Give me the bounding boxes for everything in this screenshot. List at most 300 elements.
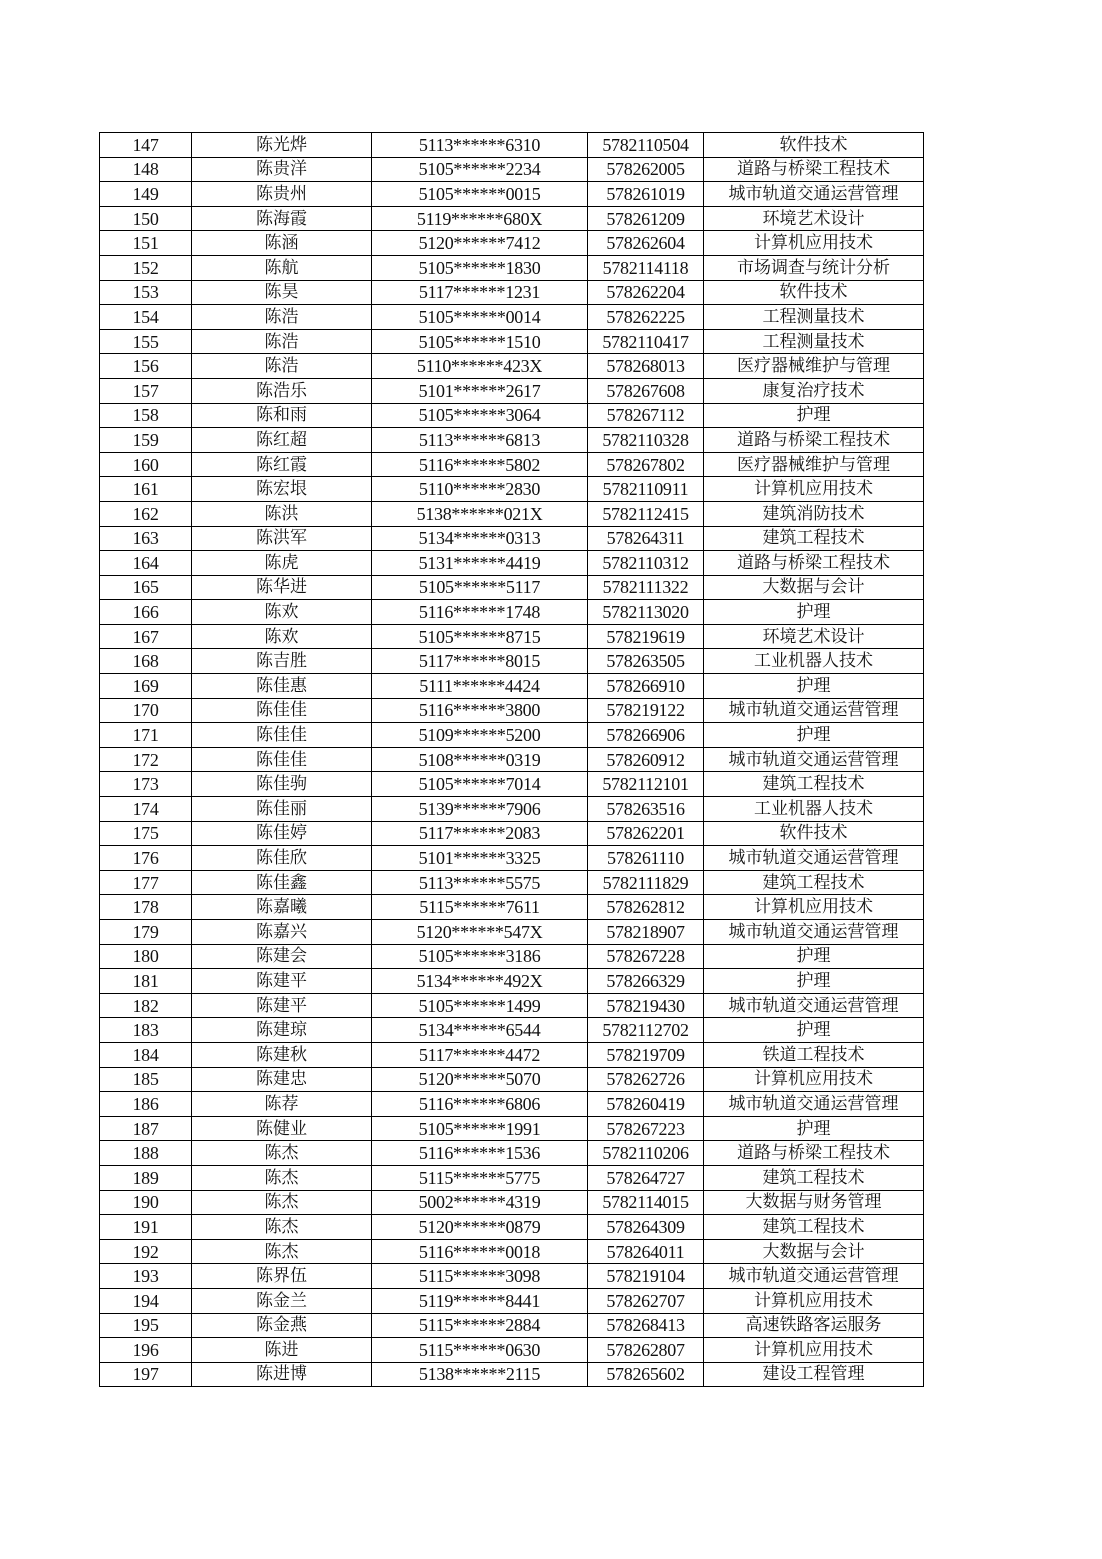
cell-major: 计算机应用技术 [704, 477, 924, 502]
cell-id-number: 5115******0630 [372, 1338, 588, 1363]
cell-serial-number: 192 [100, 1239, 192, 1264]
cell-id-number: 5113******6310 [372, 133, 588, 158]
cell-name: 陈佳婷 [192, 821, 372, 846]
table-row [100, 501, 924, 526]
cell-id-number: 5116******6806 [372, 1092, 588, 1117]
cell-id-number: 5110******423X [372, 354, 588, 379]
table-row [100, 870, 924, 895]
cell-exam-number: 578219430 [588, 993, 704, 1018]
cell-exam-number: 578264309 [588, 1215, 704, 1240]
table-row [100, 231, 924, 256]
table-row [100, 378, 924, 403]
cell-exam-number: 578262812 [588, 895, 704, 920]
cell-id-number: 5138******2115 [372, 1362, 588, 1387]
cell-major: 工业机器人技术 [704, 797, 924, 822]
cell-id-number: 5105******1510 [372, 329, 588, 354]
table-body [100, 133, 924, 1387]
cell-id-number: 5117******4472 [372, 1042, 588, 1067]
cell-serial-number: 170 [100, 698, 192, 723]
cell-serial-number: 193 [100, 1264, 192, 1289]
table-row [100, 649, 924, 674]
cell-id-number: 5105******0014 [372, 305, 588, 330]
table-row [100, 575, 924, 600]
cell-name: 陈佳欣 [192, 846, 372, 871]
cell-major: 道路与桥梁工程技术 [704, 157, 924, 182]
cell-id-number: 5115******7611 [372, 895, 588, 920]
cell-major: 环境艺术设计 [704, 624, 924, 649]
cell-name: 陈欢 [192, 624, 372, 649]
cell-name: 陈洪 [192, 501, 372, 526]
cell-exam-number: 578219709 [588, 1042, 704, 1067]
table-row [100, 329, 924, 354]
cell-exam-number: 578260912 [588, 747, 704, 772]
table-row [100, 1313, 924, 1338]
cell-id-number: 5120******5070 [372, 1067, 588, 1092]
cell-major: 医疗器械维护与管理 [704, 354, 924, 379]
cell-serial-number: 161 [100, 477, 192, 502]
cell-major: 城市轨道交通运营管理 [704, 1264, 924, 1289]
cell-serial-number: 172 [100, 747, 192, 772]
table-row [100, 477, 924, 502]
table-row [100, 551, 924, 576]
cell-serial-number: 169 [100, 674, 192, 699]
cell-serial-number: 153 [100, 280, 192, 305]
cell-id-number: 5134******0313 [372, 526, 588, 551]
cell-exam-number: 5782112101 [588, 772, 704, 797]
cell-id-number: 5101******2617 [372, 378, 588, 403]
cell-name: 陈浩 [192, 305, 372, 330]
student-list-table [99, 132, 924, 1387]
cell-id-number: 5117******8015 [372, 649, 588, 674]
cell-serial-number: 152 [100, 255, 192, 280]
cell-serial-number: 177 [100, 870, 192, 895]
cell-name: 陈建平 [192, 969, 372, 994]
cell-name: 陈金兰 [192, 1288, 372, 1313]
cell-serial-number: 188 [100, 1141, 192, 1166]
cell-serial-number: 149 [100, 182, 192, 207]
cell-name: 陈浩乐 [192, 378, 372, 403]
cell-name: 陈佳鑫 [192, 870, 372, 895]
cell-name: 陈吉胜 [192, 649, 372, 674]
cell-serial-number: 182 [100, 993, 192, 1018]
cell-serial-number: 174 [100, 797, 192, 822]
cell-exam-number: 578266329 [588, 969, 704, 994]
cell-serial-number: 184 [100, 1042, 192, 1067]
cell-name: 陈佳佳 [192, 723, 372, 748]
cell-id-number: 5105******2234 [372, 157, 588, 182]
cell-major: 道路与桥梁工程技术 [704, 1141, 924, 1166]
cell-serial-number: 178 [100, 895, 192, 920]
cell-exam-number: 578264311 [588, 526, 704, 551]
cell-major: 建筑工程技术 [704, 772, 924, 797]
cell-exam-number: 578268413 [588, 1313, 704, 1338]
table-row [100, 1338, 924, 1363]
cell-exam-number: 578262604 [588, 231, 704, 256]
cell-exam-number: 578263505 [588, 649, 704, 674]
cell-serial-number: 195 [100, 1313, 192, 1338]
cell-major: 计算机应用技术 [704, 895, 924, 920]
cell-name: 陈进博 [192, 1362, 372, 1387]
cell-name: 陈欢 [192, 600, 372, 625]
cell-name: 陈红霞 [192, 452, 372, 477]
table-row [100, 526, 924, 551]
cell-major: 建筑工程技术 [704, 1165, 924, 1190]
cell-exam-number: 578268013 [588, 354, 704, 379]
cell-exam-number: 578218907 [588, 920, 704, 945]
table-row [100, 305, 924, 330]
cell-id-number: 5101******3325 [372, 846, 588, 871]
cell-exam-number: 578260419 [588, 1092, 704, 1117]
cell-id-number: 5105******5117 [372, 575, 588, 600]
cell-exam-number: 578262726 [588, 1067, 704, 1092]
cell-serial-number: 196 [100, 1338, 192, 1363]
cell-id-number: 5116******5802 [372, 452, 588, 477]
cell-major: 计算机应用技术 [704, 1288, 924, 1313]
cell-major: 护理 [704, 403, 924, 428]
cell-serial-number: 191 [100, 1215, 192, 1240]
table-row [100, 772, 924, 797]
cell-exam-number: 578263516 [588, 797, 704, 822]
cell-id-number: 5105******3186 [372, 944, 588, 969]
cell-name: 陈进 [192, 1338, 372, 1363]
cell-exam-number: 5782111829 [588, 870, 704, 895]
cell-serial-number: 171 [100, 723, 192, 748]
cell-name: 陈佳驹 [192, 772, 372, 797]
table-row [100, 157, 924, 182]
cell-exam-number: 578219619 [588, 624, 704, 649]
cell-exam-number: 578267112 [588, 403, 704, 428]
cell-serial-number: 183 [100, 1018, 192, 1043]
table-row [100, 846, 924, 871]
cell-name: 陈杰 [192, 1239, 372, 1264]
cell-major: 道路与桥梁工程技术 [704, 551, 924, 576]
table-row [100, 821, 924, 846]
cell-id-number: 5105******1499 [372, 993, 588, 1018]
cell-serial-number: 165 [100, 575, 192, 600]
cell-serial-number: 164 [100, 551, 192, 576]
cell-serial-number: 156 [100, 354, 192, 379]
cell-major: 大数据与会计 [704, 1239, 924, 1264]
cell-name: 陈昊 [192, 280, 372, 305]
cell-exam-number: 5782110328 [588, 428, 704, 453]
cell-name: 陈宏垠 [192, 477, 372, 502]
cell-major: 大数据与财务管理 [704, 1190, 924, 1215]
cell-name: 陈建会 [192, 944, 372, 969]
cell-name: 陈虎 [192, 551, 372, 576]
cell-serial-number: 159 [100, 428, 192, 453]
cell-name: 陈金燕 [192, 1313, 372, 1338]
table-row [100, 993, 924, 1018]
cell-serial-number: 185 [100, 1067, 192, 1092]
cell-major: 高速铁路客运服务 [704, 1313, 924, 1338]
cell-name: 陈健业 [192, 1116, 372, 1141]
cell-serial-number: 151 [100, 231, 192, 256]
cell-major: 大数据与会计 [704, 575, 924, 600]
table-row [100, 674, 924, 699]
cell-exam-number: 578262707 [588, 1288, 704, 1313]
cell-name: 陈杰 [192, 1215, 372, 1240]
cell-id-number: 5120******0879 [372, 1215, 588, 1240]
cell-exam-number: 578262204 [588, 280, 704, 305]
table-row [100, 944, 924, 969]
cell-exam-number: 5782110504 [588, 133, 704, 158]
cell-major: 护理 [704, 944, 924, 969]
cell-serial-number: 179 [100, 920, 192, 945]
cell-major: 城市轨道交通运营管理 [704, 1092, 924, 1117]
cell-name: 陈海霞 [192, 206, 372, 231]
cell-exam-number: 5782110911 [588, 477, 704, 502]
cell-major: 道路与桥梁工程技术 [704, 428, 924, 453]
cell-exam-number: 578267223 [588, 1116, 704, 1141]
cell-major: 工业机器人技术 [704, 649, 924, 674]
cell-serial-number: 163 [100, 526, 192, 551]
cell-id-number: 5111******4424 [372, 674, 588, 699]
cell-id-number: 5002******4319 [372, 1190, 588, 1215]
cell-major: 城市轨道交通运营管理 [704, 993, 924, 1018]
cell-serial-number: 154 [100, 305, 192, 330]
cell-major: 护理 [704, 600, 924, 625]
cell-name: 陈涵 [192, 231, 372, 256]
cell-major: 城市轨道交通运营管理 [704, 747, 924, 772]
cell-name: 陈嘉兴 [192, 920, 372, 945]
cell-exam-number: 578262005 [588, 157, 704, 182]
cell-name: 陈和雨 [192, 403, 372, 428]
table-row [100, 1362, 924, 1387]
cell-name: 陈红超 [192, 428, 372, 453]
cell-exam-number: 578264727 [588, 1165, 704, 1190]
cell-serial-number: 157 [100, 378, 192, 403]
table-row [100, 1018, 924, 1043]
cell-major: 建筑消防技术 [704, 501, 924, 526]
cell-name: 陈航 [192, 255, 372, 280]
cell-serial-number: 176 [100, 846, 192, 871]
table-row [100, 133, 924, 158]
cell-id-number: 5105******1991 [372, 1116, 588, 1141]
cell-serial-number: 158 [100, 403, 192, 428]
cell-serial-number: 180 [100, 944, 192, 969]
cell-serial-number: 150 [100, 206, 192, 231]
table-row [100, 1215, 924, 1240]
table-row [100, 1264, 924, 1289]
cell-major: 医疗器械维护与管理 [704, 452, 924, 477]
cell-exam-number: 578265602 [588, 1362, 704, 1387]
cell-major: 建筑工程技术 [704, 1215, 924, 1240]
cell-name: 陈建秋 [192, 1042, 372, 1067]
cell-id-number: 5120******7412 [372, 231, 588, 256]
cell-id-number: 5116******3800 [372, 698, 588, 723]
cell-serial-number: 148 [100, 157, 192, 182]
cell-id-number: 5113******5575 [372, 870, 588, 895]
cell-major: 计算机应用技术 [704, 1338, 924, 1363]
cell-id-number: 5115******2884 [372, 1313, 588, 1338]
cell-major: 计算机应用技术 [704, 1067, 924, 1092]
cell-major: 软件技术 [704, 280, 924, 305]
cell-exam-number: 578264011 [588, 1239, 704, 1264]
cell-exam-number: 5782110417 [588, 329, 704, 354]
cell-serial-number: 181 [100, 969, 192, 994]
table-row [100, 428, 924, 453]
table-row [100, 624, 924, 649]
cell-exam-number: 5782114118 [588, 255, 704, 280]
cell-id-number: 5134******6544 [372, 1018, 588, 1043]
cell-serial-number: 160 [100, 452, 192, 477]
cell-name: 陈杰 [192, 1190, 372, 1215]
cell-id-number: 5139******7906 [372, 797, 588, 822]
cell-exam-number: 578261019 [588, 182, 704, 207]
table-row [100, 797, 924, 822]
cell-major: 护理 [704, 723, 924, 748]
cell-id-number: 5116******0018 [372, 1239, 588, 1264]
cell-major: 护理 [704, 1116, 924, 1141]
table-row [100, 969, 924, 994]
cell-major: 工程测量技术 [704, 305, 924, 330]
cell-major: 软件技术 [704, 133, 924, 158]
table-row [100, 206, 924, 231]
cell-major: 计算机应用技术 [704, 231, 924, 256]
cell-serial-number: 187 [100, 1116, 192, 1141]
cell-exam-number: 5782113020 [588, 600, 704, 625]
table-row [100, 354, 924, 379]
cell-serial-number: 194 [100, 1288, 192, 1313]
table-row [100, 452, 924, 477]
cell-id-number: 5116******1536 [372, 1141, 588, 1166]
cell-exam-number: 5782110312 [588, 551, 704, 576]
cell-name: 陈浩 [192, 354, 372, 379]
table-row [100, 1042, 924, 1067]
cell-serial-number: 155 [100, 329, 192, 354]
cell-major: 环境艺术设计 [704, 206, 924, 231]
cell-major: 市场调查与统计分析 [704, 255, 924, 280]
cell-serial-number: 190 [100, 1190, 192, 1215]
cell-name: 陈洪军 [192, 526, 372, 551]
cell-major: 铁道工程技术 [704, 1042, 924, 1067]
table-row [100, 255, 924, 280]
table-row [100, 1288, 924, 1313]
cell-major: 软件技术 [704, 821, 924, 846]
cell-serial-number: 168 [100, 649, 192, 674]
cell-id-number: 5105******7014 [372, 772, 588, 797]
cell-major: 城市轨道交通运营管理 [704, 920, 924, 945]
table-row [100, 600, 924, 625]
cell-exam-number: 578261209 [588, 206, 704, 231]
table-row [100, 1239, 924, 1264]
cell-exam-number: 578219104 [588, 1264, 704, 1289]
cell-id-number: 5116******1748 [372, 600, 588, 625]
cell-id-number: 5115******3098 [372, 1264, 588, 1289]
cell-id-number: 5113******6813 [372, 428, 588, 453]
cell-exam-number: 578267228 [588, 944, 704, 969]
table-row [100, 1190, 924, 1215]
cell-serial-number: 175 [100, 821, 192, 846]
cell-id-number: 5117******1231 [372, 280, 588, 305]
cell-exam-number: 5782110206 [588, 1141, 704, 1166]
cell-exam-number: 578219122 [588, 698, 704, 723]
cell-serial-number: 189 [100, 1165, 192, 1190]
cell-id-number: 5117******2083 [372, 821, 588, 846]
cell-exam-number: 5782112415 [588, 501, 704, 526]
cell-name: 陈建琼 [192, 1018, 372, 1043]
cell-id-number: 5134******492X [372, 969, 588, 994]
cell-serial-number: 197 [100, 1362, 192, 1387]
cell-id-number: 5105******0015 [372, 182, 588, 207]
table-row [100, 1092, 924, 1117]
cell-exam-number: 578267802 [588, 452, 704, 477]
cell-major: 城市轨道交通运营管理 [704, 698, 924, 723]
cell-name: 陈浩 [192, 329, 372, 354]
cell-id-number: 5110******2830 [372, 477, 588, 502]
cell-major: 建设工程管理 [704, 1362, 924, 1387]
cell-major: 城市轨道交通运营管理 [704, 846, 924, 871]
cell-major: 工程测量技术 [704, 329, 924, 354]
cell-major: 护理 [704, 674, 924, 699]
cell-id-number: 5115******5775 [372, 1165, 588, 1190]
cell-exam-number: 578262201 [588, 821, 704, 846]
cell-id-number: 5108******0319 [372, 747, 588, 772]
cell-serial-number: 167 [100, 624, 192, 649]
cell-name: 陈佳佳 [192, 747, 372, 772]
cell-exam-number: 578261110 [588, 846, 704, 871]
table-row [100, 1067, 924, 1092]
cell-exam-number: 5782112702 [588, 1018, 704, 1043]
table-row [100, 1116, 924, 1141]
table-row [100, 280, 924, 305]
cell-major: 康复治疗技术 [704, 378, 924, 403]
cell-name: 陈建平 [192, 993, 372, 1018]
cell-name: 陈贵洋 [192, 157, 372, 182]
cell-id-number: 5119******680X [372, 206, 588, 231]
cell-exam-number: 578267608 [588, 378, 704, 403]
cell-major: 护理 [704, 1018, 924, 1043]
cell-exam-number: 5782111322 [588, 575, 704, 600]
cell-id-number: 5120******547X [372, 920, 588, 945]
cell-name: 陈荐 [192, 1092, 372, 1117]
cell-id-number: 5105******1830 [372, 255, 588, 280]
cell-name: 陈贵州 [192, 182, 372, 207]
cell-id-number: 5138******021X [372, 501, 588, 526]
cell-name: 陈华进 [192, 575, 372, 600]
table-row [100, 698, 924, 723]
cell-serial-number: 166 [100, 600, 192, 625]
cell-id-number: 5109******5200 [372, 723, 588, 748]
cell-exam-number: 5782114015 [588, 1190, 704, 1215]
table-row [100, 182, 924, 207]
cell-name: 陈界伍 [192, 1264, 372, 1289]
cell-name: 陈佳佳 [192, 698, 372, 723]
table-row [100, 1165, 924, 1190]
cell-serial-number: 147 [100, 133, 192, 158]
cell-id-number: 5119******8441 [372, 1288, 588, 1313]
table-row [100, 920, 924, 945]
cell-major: 建筑工程技术 [704, 526, 924, 551]
table-row [100, 895, 924, 920]
table-row [100, 747, 924, 772]
cell-exam-number: 578262807 [588, 1338, 704, 1363]
cell-name: 陈光烨 [192, 133, 372, 158]
table-row [100, 403, 924, 428]
cell-major: 城市轨道交通运营管理 [704, 182, 924, 207]
cell-name: 陈嘉曦 [192, 895, 372, 920]
cell-serial-number: 186 [100, 1092, 192, 1117]
cell-exam-number: 578266910 [588, 674, 704, 699]
cell-name: 陈杰 [192, 1165, 372, 1190]
cell-name: 陈杰 [192, 1141, 372, 1166]
cell-name: 陈建忠 [192, 1067, 372, 1092]
cell-major: 建筑工程技术 [704, 870, 924, 895]
cell-name: 陈佳丽 [192, 797, 372, 822]
cell-serial-number: 162 [100, 501, 192, 526]
cell-exam-number: 578266906 [588, 723, 704, 748]
table-row [100, 1141, 924, 1166]
